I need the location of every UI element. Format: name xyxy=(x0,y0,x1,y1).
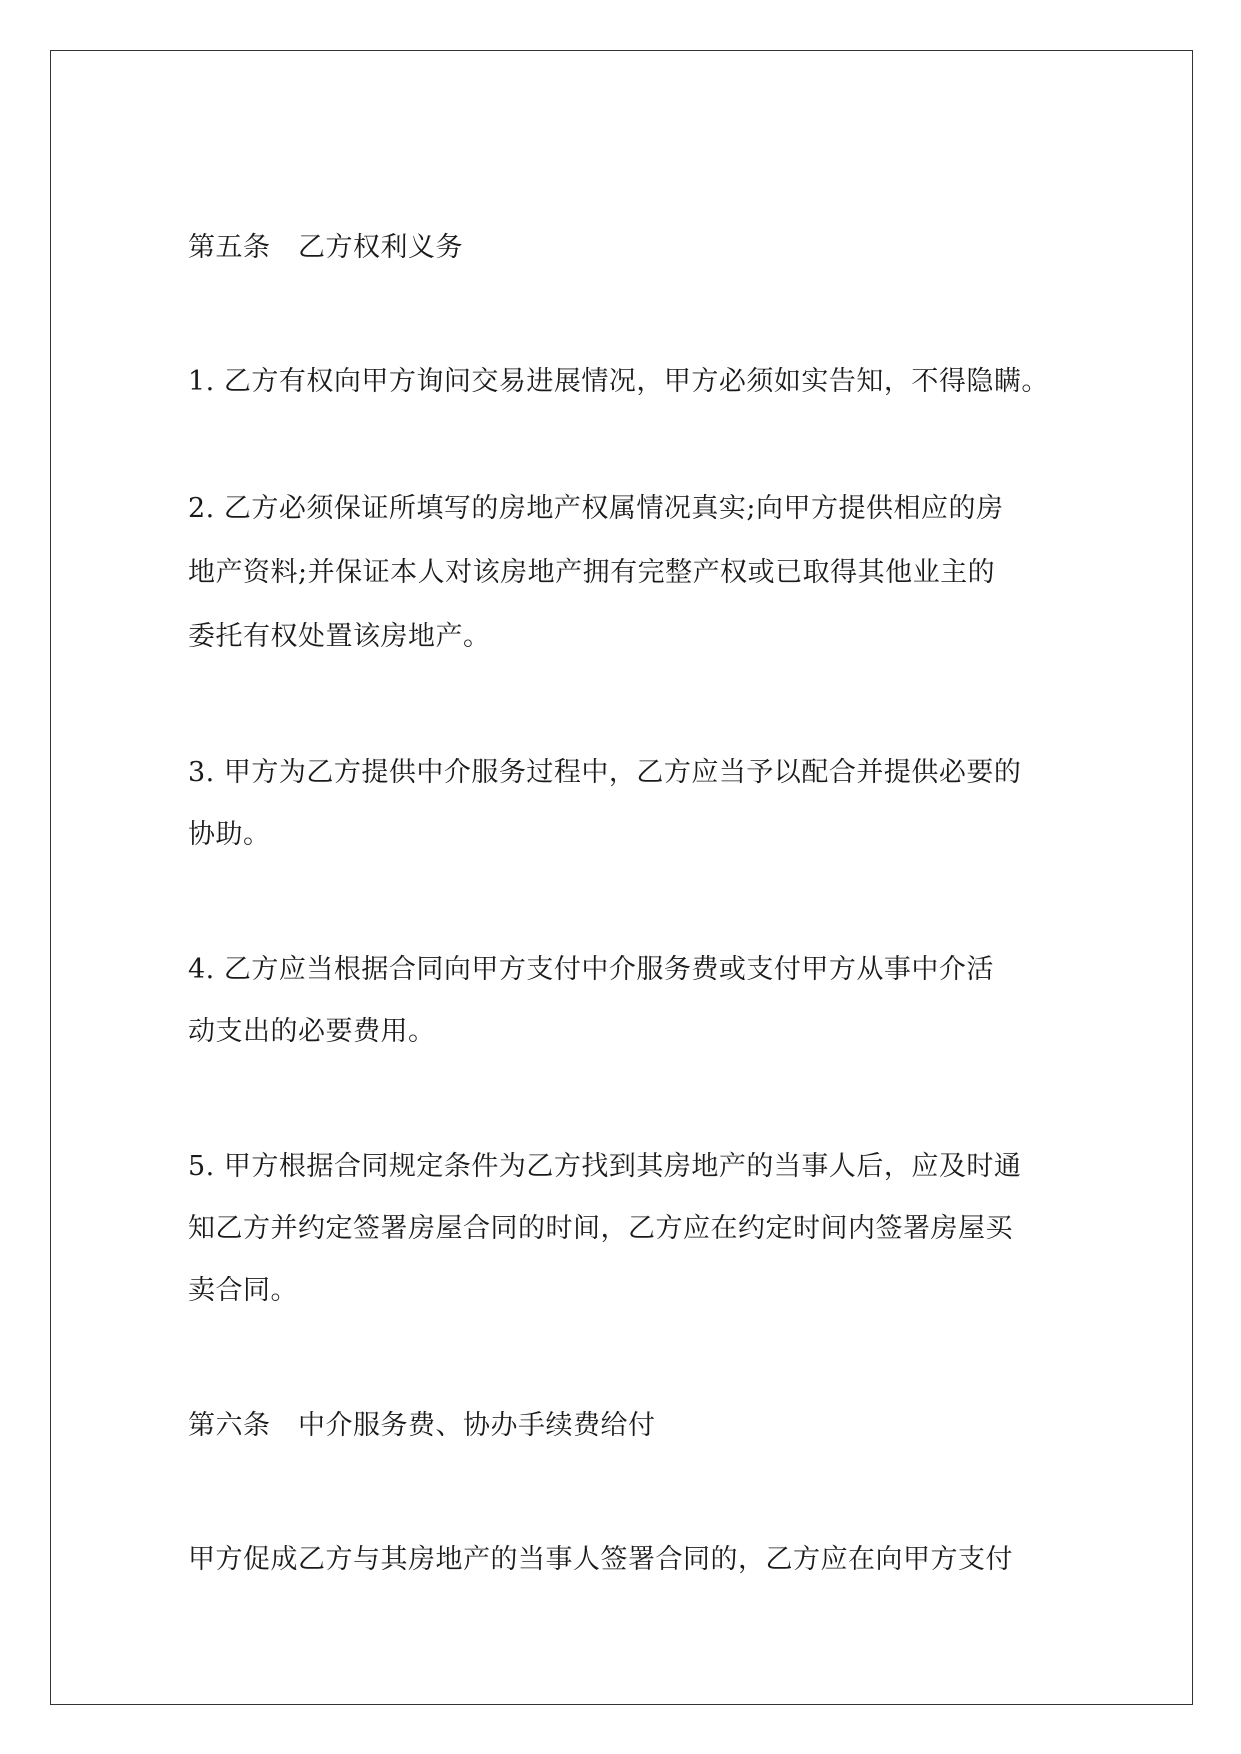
clause-2-line-3: 委托有权处置该房地产。 xyxy=(188,621,491,652)
clause-3-line-1: 3. 甲方为乙方提供中介服务过程中，乙方应当予以配合并提供必要的 xyxy=(188,757,1022,788)
clause-2-line-1: 2. 乙方必须保证所填写的房地产权属情况真实;向甲方提供相应的房 xyxy=(188,493,1004,524)
clause-3-line-2: 协助。 xyxy=(188,819,271,850)
clause-4-line-2: 动支出的必要费用。 xyxy=(188,1016,436,1047)
clause-4-line-1: 4. 乙方应当根据合同向甲方支付中介服务费或支付甲方从事中介活 xyxy=(188,954,994,985)
page-border xyxy=(50,50,1193,1705)
clause-5-line-2: 知乙方并约定签署房屋合同的时间，乙方应在约定时间内签署房屋买 xyxy=(188,1213,1013,1244)
article-6-heading: 第六条 中介服务费、协办手续费给付 xyxy=(188,1410,656,1441)
clause-5-line-3: 卖合同。 xyxy=(188,1275,298,1306)
clause-2-line-2: 地产资料;并保证本人对该房地产拥有完整产权或已取得其他业主的 xyxy=(188,557,996,588)
article-5-heading: 第五条 乙方权利义务 xyxy=(188,232,463,263)
article-6-paragraph-line-1: 甲方促成乙方与其房地产的当事人签署合同的，乙方应在向甲方支付 xyxy=(188,1544,1013,1575)
clause-5-line-1: 5. 甲方根据合同规定条件为乙方找到其房地产的当事人后，应及时通 xyxy=(188,1151,1022,1182)
clause-1-line-1: 1. 乙方有权向甲方询问交易进展情况，甲方必须如实告知，不得隐瞒。 xyxy=(188,366,1049,397)
